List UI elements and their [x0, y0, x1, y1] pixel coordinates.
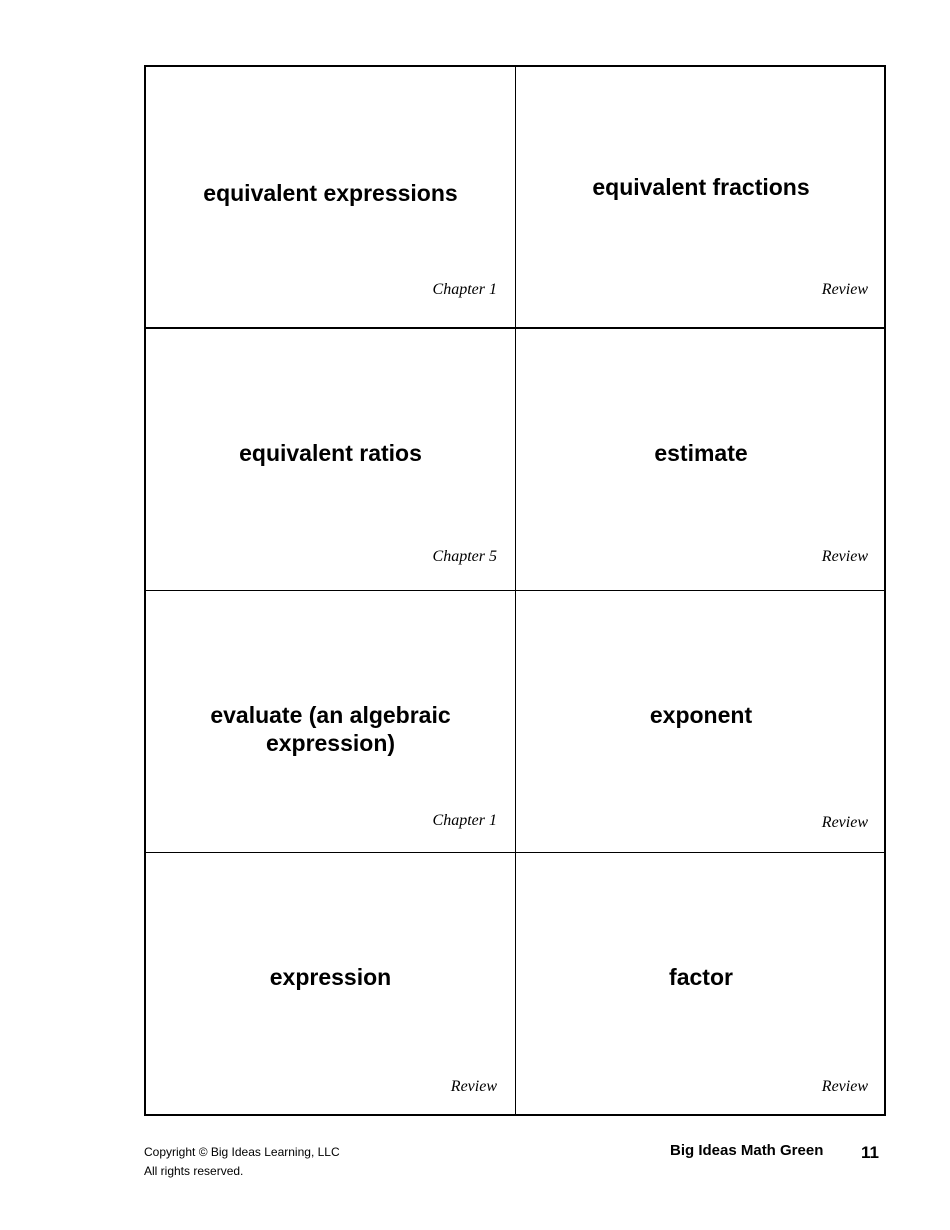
flashcard-chapter-tag: Review [821, 281, 868, 298]
flashcard [516, 67, 886, 329]
flashcard-term: equivalent fractions [592, 174, 810, 200]
flashcard [146, 591, 516, 853]
flashcard-term: evaluate (an algebraic expression) [210, 702, 451, 756]
flashcard-chapter-tag: Chapter 1 [432, 281, 497, 298]
flashcard-chapter-tag: Review [821, 548, 868, 565]
copyright-line: Copyright © Big Ideas Learning, LLC [144, 1145, 340, 1159]
book-title: Big Ideas Math Green [670, 1142, 824, 1159]
flashcard-term: factor [669, 964, 733, 990]
flashcard-term: exponent [649, 702, 753, 728]
flashcard-term: equivalent expressions [203, 180, 458, 206]
page-number: 11 [861, 1143, 879, 1162]
flashcard-chapter-tag: Chapter 5 [432, 548, 497, 565]
flashcard [516, 591, 886, 853]
rights-line: All rights reserved. [144, 1164, 244, 1178]
flashcard [516, 329, 886, 591]
flashcard-chapter-tag: Review [821, 1078, 868, 1095]
flashcard-term: estimate [654, 440, 748, 466]
flashcard-chapter-tag: Chapter 1 [432, 812, 497, 829]
flashcard-chapter-tag: Review [821, 814, 868, 831]
flashcard-chapter-tag: Review [450, 1078, 497, 1095]
flashcard-term: equivalent ratios [239, 440, 422, 466]
flashcard-term: expression [269, 964, 392, 990]
flashcard [146, 853, 516, 1114]
flashcard [146, 329, 516, 591]
flashcard [146, 67, 516, 329]
flashcard-grid [144, 65, 886, 1116]
flashcard [516, 853, 886, 1114]
copyright-notice [144, 1143, 340, 1181]
